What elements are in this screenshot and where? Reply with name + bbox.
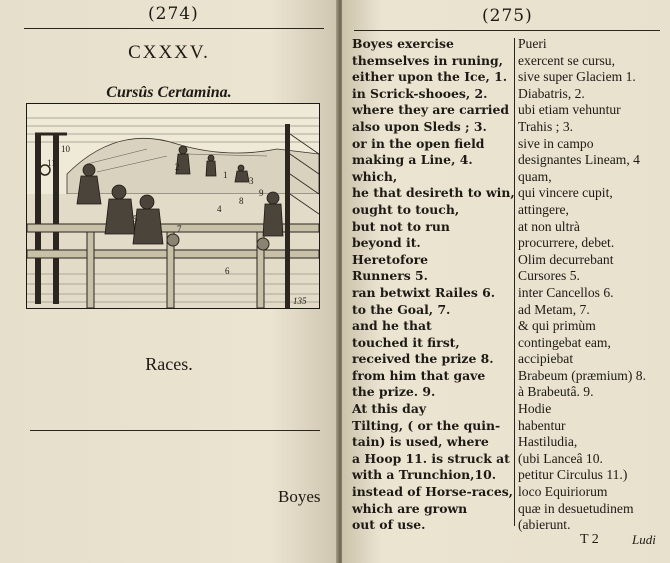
latin-text-line: at non ultrà bbox=[518, 218, 580, 234]
left-page-number: (274) bbox=[148, 4, 199, 24]
english-text-line: he that desireth to win, bbox=[352, 185, 515, 201]
latin-text-line: sive super Glaciem 1. bbox=[518, 69, 636, 85]
latin-text-line: petitur Circulus 11.) bbox=[518, 467, 628, 483]
left-footer-rule bbox=[30, 430, 320, 431]
latin-text-line: Cursores 5. bbox=[518, 268, 580, 284]
english-text-line: where they are carried bbox=[352, 102, 510, 118]
illustration-label: 4 bbox=[217, 204, 222, 214]
latin-text-line: quæ in desuetudinem bbox=[518, 500, 634, 516]
latin-text-line: (ubi Lanceâ 10. bbox=[518, 450, 603, 466]
english-text-column bbox=[352, 36, 516, 534]
latin-text-line: qui vincere cupit, bbox=[518, 185, 613, 201]
latin-text-line: accipiebat bbox=[518, 351, 574, 367]
english-text-line: but not to run bbox=[352, 218, 450, 234]
english-text-line: also upon Sleds ; 3. bbox=[352, 118, 487, 134]
english-text-line: tain) is used, where bbox=[352, 434, 489, 450]
english-text-line: or in the open field bbox=[352, 135, 485, 151]
english-text-line: Tilting, ( or the quin- bbox=[352, 417, 501, 433]
english-text-line: the prize. 9. bbox=[352, 384, 436, 400]
latin-text-line: habentur bbox=[518, 417, 566, 433]
latin-text-line: ad Metam, 7. bbox=[518, 301, 590, 317]
latin-text-line: & qui primùm bbox=[518, 318, 596, 334]
latin-text-column bbox=[518, 36, 670, 534]
chapter-subtitle: Cursûs Certamina. bbox=[106, 84, 232, 101]
latin-text-line: designantes Lineam, 4 bbox=[518, 152, 640, 168]
latin-text-line: loco Equiriorum bbox=[518, 484, 608, 500]
illustration-label: 6 bbox=[225, 266, 230, 276]
english-text-line: Runners 5. bbox=[352, 268, 428, 284]
english-text-line: in Scrick-shooes, 2. bbox=[352, 85, 488, 101]
latin-text-line: Hastiludia, bbox=[518, 434, 578, 450]
illustration-label: 7 bbox=[177, 224, 182, 234]
latin-text-line: Pueri bbox=[518, 36, 547, 51]
english-text-line: making a Line, 4. bbox=[352, 152, 473, 168]
english-text-line: beyond it. bbox=[352, 235, 421, 251]
english-text-line: out of use. bbox=[352, 517, 426, 533]
chapter-number: CXXXV. bbox=[128, 42, 210, 63]
latin-text-line: Hodie bbox=[518, 401, 552, 417]
illustration-label: 5 bbox=[133, 214, 138, 224]
english-text-line: received the prize 8. bbox=[352, 351, 494, 367]
english-text-line: with a Trunchion,10. bbox=[352, 467, 497, 483]
illustration-label: 9 bbox=[259, 188, 264, 198]
illustration-label: 10 bbox=[61, 144, 70, 154]
chapter-title-english: Races. bbox=[145, 354, 193, 374]
english-text-line: which, bbox=[352, 168, 398, 184]
latin-text-line: contingebat eam, bbox=[518, 334, 611, 350]
english-text-line: to the Goal, 7. bbox=[352, 301, 451, 317]
english-text-line: At this day bbox=[352, 401, 427, 417]
races-woodcut-image bbox=[27, 104, 319, 308]
english-text-line: touched it first, bbox=[352, 334, 460, 350]
latin-text-line: Trahis ; 3. bbox=[518, 118, 574, 134]
english-text-line: ran betwixt Railes 6. bbox=[352, 284, 496, 300]
illustration-label: 8 bbox=[239, 196, 244, 206]
latin-text-line: quam, bbox=[518, 168, 552, 184]
english-text-line: ought to touch, bbox=[352, 201, 460, 217]
right-header-rule bbox=[354, 30, 660, 31]
latin-text-line: Diabatris, 2. bbox=[518, 85, 585, 101]
illustration-number: 135 bbox=[293, 296, 307, 306]
english-text-line: a Hoop 11. is struck at bbox=[352, 450, 510, 466]
illustration-label: 1 bbox=[223, 170, 228, 180]
latin-text-line: exercent se cursu, bbox=[518, 52, 615, 68]
english-text-line: which are grown bbox=[352, 500, 468, 516]
english-text-line: either upon the Ice, 1. bbox=[352, 69, 508, 85]
latin-text-line: Olim decurrebant bbox=[518, 251, 614, 267]
latin-text-line: (abierunt. bbox=[518, 517, 571, 533]
left-header-rule bbox=[24, 28, 324, 29]
column-divider bbox=[514, 38, 515, 526]
latin-text-line: Brabeum (præmium) 8. bbox=[518, 367, 646, 383]
left-catchword: Boyes bbox=[278, 487, 321, 506]
latin-text-line: à Brabeutâ. 9. bbox=[518, 384, 594, 400]
english-text-line: themselves in runing, bbox=[352, 52, 503, 68]
english-text-line: Heretofore bbox=[352, 251, 428, 267]
english-text-line: and he that bbox=[352, 318, 432, 334]
latin-text-line: attingere, bbox=[518, 201, 569, 217]
signature-mark: T 2 bbox=[580, 532, 599, 547]
latin-text-line: inter Cancellos 6. bbox=[518, 284, 614, 300]
english-text-line: Boyes exercise bbox=[352, 36, 454, 51]
latin-text-line: procurrere, debet. bbox=[518, 235, 615, 251]
right-catchword: Ludi bbox=[632, 532, 656, 547]
illustration-label: 2 bbox=[175, 162, 180, 172]
english-text-line: from him that gave bbox=[352, 367, 486, 383]
latin-text-line: ubi etiam vehuntur bbox=[518, 102, 621, 118]
illustration-label: 11 bbox=[47, 158, 56, 168]
latin-text-line: sive in campo bbox=[518, 135, 594, 151]
illustration-label: 3 bbox=[249, 176, 254, 186]
english-text-line: instead of Horse-races, bbox=[352, 484, 513, 500]
right-page-number: (275) bbox=[482, 6, 533, 26]
woodcut-illustration bbox=[26, 103, 320, 309]
